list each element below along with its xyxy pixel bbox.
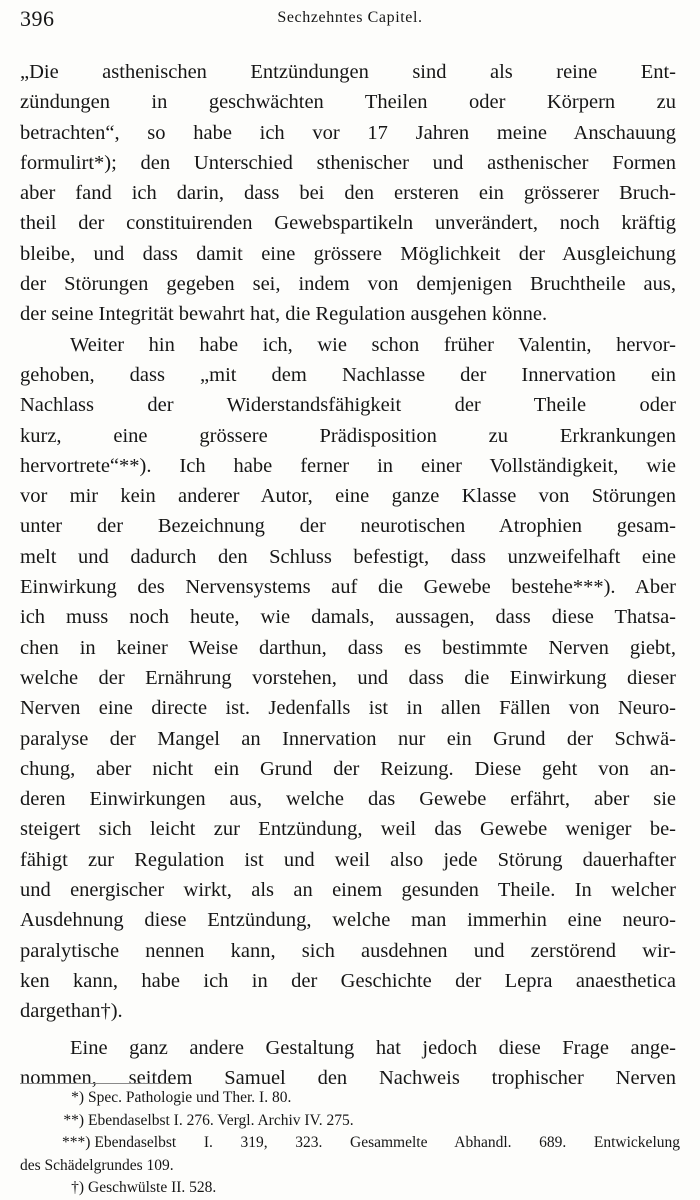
text-line: bleibe, und dass damit eine grössere Möglichkeit der Ausgleichung [20,242,676,265]
page-number: 396 [20,6,55,31]
text-line: chung, aber nicht ein Grund der Reizung. Diese geht von an- [20,757,676,780]
text-line: deren Einwirkungen aus, welche das Gewebe erfährt, aber sie [20,788,676,811]
text-line: melt und dadurch den Schluss befestigt, dass unzweifelhaft eine [20,545,676,568]
footnote-text: Ebendaselbst I. 319, 323. Gesammelte Abhandl. 689. Entwickelung [94,1134,680,1151]
text-line: ken kann, habe ich in der Geschichte der Lepra anaesthetica [20,969,676,992]
text-line: gehoben, dass „mit dem Nachlasse der Innervation ein [20,363,676,386]
footnotes [20,1087,680,1200]
text-line: welche der Ernährung vorstehen, und dass die Einwirkung dieser [20,666,676,689]
text-line: formulirt*); den Unterschied sthenischer und asthenischer Formen [20,151,676,174]
text-line: paralytische nennen kann, sich ausdehnen und zerstörend wir- [20,939,676,962]
text-line: ich muss noch heute, wie damals, aussagen, dass diese Thatsa- [20,606,676,629]
footnote-mark: *) [71,1089,84,1106]
text-line: fähigt zur Regulation ist und weil also jede Störung dauerhafter [20,848,676,871]
footnote-mark: **) [63,1111,84,1129]
text-line: paralyse der Mangel an Innervation nur ein Grund der Schwä- [20,727,676,750]
running-head [20,6,680,36]
text-line: und energischer wirkt, als an einem gesunden Theile. In welcher [20,879,676,902]
footnote-mark: †) [71,1179,84,1196]
text-line: der Störungen gegeben sei, indem von demjenigen Bruchtheile aus, [20,273,676,296]
text-line: unter der Bezeichnung der neurotischen Atrophien gesam- [20,515,676,538]
text-line: nommen, seitdem Samuel den Nachweis trophischer Nerven [20,1066,676,1089]
text-line: steigert sich leicht zur Entzündung, weil das Gewebe weniger be- [20,818,676,841]
text-line: Einwirkung des Nervensystems auf die Gewebe bestehe***). Aber [20,576,676,599]
text-line: Nachlass der Widerstandsfähigkeit der Theile oder [20,394,676,417]
footnote [20,1132,680,1155]
running-title: Sechzehntes Capitel. [277,9,423,26]
text-line: Nerven eine directe ist. Jedenfalls ist in allen Fällen von Neuro- [20,697,676,720]
text-line: vor mir kein anderer Autor, eine ganze Klasse von Störungen [20,485,676,508]
text-line: theil der constituirenden Gewebspartikeln unverändert, noch kräftig [20,212,676,235]
footnote-text: Spec. Pathologie und Ther. I. 80. [88,1089,292,1106]
footnote-divider [20,1083,170,1084]
text-line: aber fand ich darin, dass bei den ersteren ein grösserer Bruch- [20,182,676,205]
text-line: der seine Integrität bewahrt hat, die Regulation ausgehen könne. [20,303,548,326]
text-line: chen in keiner Weise darthun, dass es bestimmte Nerven giebt, [20,636,676,659]
text-line: Eine ganz andere Gestaltung hat jedoch diese Frage ange- [70,1036,676,1059]
text-line: hervortrete“**). Ich habe ferner in einer Vollständigkeit, wie [20,454,676,477]
text-line: Weiter hin habe ich, wie schon früher Valentin, hervor- [70,333,676,356]
text-line: betrachten“, so habe ich vor 17 Jahren meine Anschauung [20,121,676,144]
footnote [20,1087,680,1110]
footnote [20,1110,680,1133]
footnote-continuation [20,1155,680,1178]
body-text [20,57,676,1093]
text-line: zündungen in geschwächten Theilen oder Körpern zu [20,91,676,114]
text-line: „Die asthenischen Entzündungen sind als reine Ent- [20,61,676,83]
footnote-mark: ***) [62,1134,91,1151]
text-line: kurz, eine grössere Prädisposition zu Erkrankungen [20,424,676,447]
footnote-text: des Schädelgrundes 109. [20,1156,174,1174]
text-line: dargethan†). [20,1000,123,1023]
footnote-text: Geschwülste II. 528. [88,1179,217,1196]
footnote-text: Ebendaselbst I. 276. Vergl. Archiv IV. 275. [88,1111,354,1129]
footnote [20,1177,680,1200]
text-line: Ausdehnung diese Entzündung, welche man immerhin eine neuro- [20,909,676,932]
